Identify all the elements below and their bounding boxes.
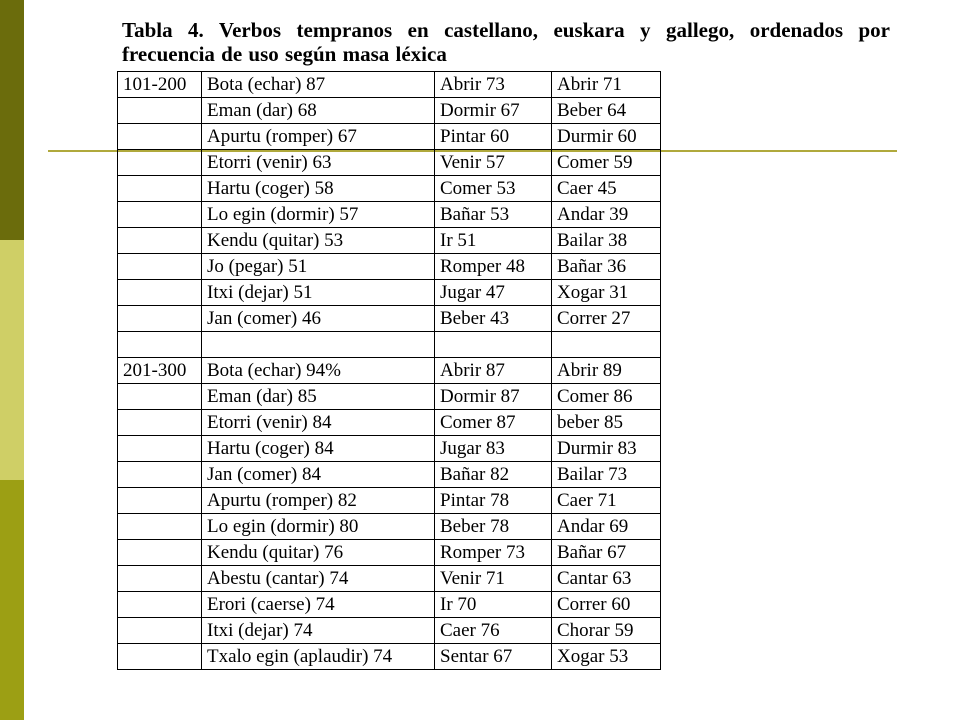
- castellano-cell: Jugar 83: [435, 436, 552, 462]
- empty-range-cell: [118, 618, 202, 644]
- castellano-cell: Caer 76: [435, 618, 552, 644]
- gallego-cell: Durmir 83: [552, 436, 661, 462]
- empty-range-cell: [118, 410, 202, 436]
- table-row: [118, 488, 661, 514]
- empty-cell: [552, 332, 661, 358]
- empty-range-cell: [118, 566, 202, 592]
- gallego-cell: Xogar 53: [552, 644, 661, 670]
- table-row: [118, 124, 661, 150]
- gallego-cell: Beber 64: [552, 98, 661, 124]
- euskara-cell: Bota (echar) 87: [202, 72, 435, 98]
- table-row: [118, 358, 661, 384]
- empty-range-cell: [118, 202, 202, 228]
- empty-range-cell: [118, 176, 202, 202]
- empty-cell: [118, 332, 202, 358]
- gallego-cell: Abrir 71: [552, 72, 661, 98]
- castellano-cell: Sentar 67: [435, 644, 552, 670]
- castellano-cell: Comer 53: [435, 176, 552, 202]
- euskara-cell: Jan (comer) 84: [202, 462, 435, 488]
- gallego-cell: Comer 59: [552, 150, 661, 176]
- table-row: [118, 176, 661, 202]
- castellano-cell: Comer 87: [435, 410, 552, 436]
- empty-range-cell: [118, 592, 202, 618]
- euskara-cell: Etorri (venir) 84: [202, 410, 435, 436]
- gallego-cell: Andar 69: [552, 514, 661, 540]
- table-row: [118, 150, 661, 176]
- gallego-cell: Caer 45: [552, 176, 661, 202]
- table-row: [118, 384, 661, 410]
- table-row: [118, 592, 661, 618]
- gallego-cell: Bañar 36: [552, 254, 661, 280]
- euskara-cell: Abestu (cantar) 74: [202, 566, 435, 592]
- gallego-cell: beber 85: [552, 410, 661, 436]
- castellano-cell: Bañar 82: [435, 462, 552, 488]
- empty-range-cell: [118, 280, 202, 306]
- gallego-cell: Correr 27: [552, 306, 661, 332]
- castellano-cell: Bañar 53: [435, 202, 552, 228]
- table-title: Tabla 4. Verbos tempranos en castellano, euskara y gallego, ordenados por frecuencia de uso según masa léxica: [122, 18, 890, 66]
- table-row: [118, 462, 661, 488]
- table-row: [118, 514, 661, 540]
- empty-range-cell: [118, 436, 202, 462]
- gallego-cell: Comer 86: [552, 384, 661, 410]
- table-row: [118, 306, 661, 332]
- empty-range-cell: [118, 124, 202, 150]
- table-row: [118, 410, 661, 436]
- castellano-cell: Pintar 78: [435, 488, 552, 514]
- euskara-cell: Eman (dar) 68: [202, 98, 435, 124]
- gallego-cell: Bailar 73: [552, 462, 661, 488]
- euskara-cell: Bota (echar) 94%: [202, 358, 435, 384]
- castellano-cell: Romper 73: [435, 540, 552, 566]
- table-row: [118, 618, 661, 644]
- gallego-cell: Correr 60: [552, 592, 661, 618]
- empty-range-cell: [118, 150, 202, 176]
- table-row: [118, 280, 661, 306]
- gallego-cell: Chorar 59: [552, 618, 661, 644]
- euskara-cell: Apurtu (romper) 67: [202, 124, 435, 150]
- empty-range-cell: [118, 254, 202, 280]
- gallego-cell: Cantar 63: [552, 566, 661, 592]
- empty-range-cell: [118, 644, 202, 670]
- castellano-cell: Beber 43: [435, 306, 552, 332]
- table-row: [118, 228, 661, 254]
- castellano-cell: Abrir 87: [435, 358, 552, 384]
- table-row: [118, 72, 661, 98]
- euskara-cell: Etorri (venir) 63: [202, 150, 435, 176]
- gallego-cell: Bailar 38: [552, 228, 661, 254]
- euskara-cell: Hartu (coger) 58: [202, 176, 435, 202]
- euskara-cell: Txalo egin (aplaudir) 74: [202, 644, 435, 670]
- euskara-cell: Kendu (quitar) 53: [202, 228, 435, 254]
- euskara-cell: Itxi (dejar) 74: [202, 618, 435, 644]
- empty-cell: [435, 332, 552, 358]
- euskara-cell: Itxi (dejar) 51: [202, 280, 435, 306]
- euskara-cell: Jan (comer) 46: [202, 306, 435, 332]
- gallego-cell: Abrir 89: [552, 358, 661, 384]
- euskara-cell: Lo egin (dormir) 80: [202, 514, 435, 540]
- gallego-cell: Caer 71: [552, 488, 661, 514]
- euskara-cell: Eman (dar) 85: [202, 384, 435, 410]
- gallego-cell: Durmir 60: [552, 124, 661, 150]
- castellano-cell: Beber 78: [435, 514, 552, 540]
- range-cell: 101-200: [118, 72, 202, 98]
- castellano-cell: Ir 70: [435, 592, 552, 618]
- side-bar-mid: [0, 480, 24, 720]
- castellano-cell: Romper 48: [435, 254, 552, 280]
- side-bar-dark: [0, 0, 24, 240]
- verbs-table: [117, 71, 661, 670]
- side-bar-light: [0, 240, 24, 480]
- empty-range-cell: [118, 98, 202, 124]
- castellano-cell: Dormir 67: [435, 98, 552, 124]
- empty-range-cell: [118, 540, 202, 566]
- table-row: [118, 98, 661, 124]
- euskara-cell: Apurtu (romper) 82: [202, 488, 435, 514]
- gallego-cell: Bañar 67: [552, 540, 661, 566]
- empty-cell: [202, 332, 435, 358]
- castellano-cell: Venir 57: [435, 150, 552, 176]
- range-cell: 201-300: [118, 358, 202, 384]
- table-spacer-row: [118, 332, 661, 358]
- empty-range-cell: [118, 384, 202, 410]
- castellano-cell: Dormir 87: [435, 384, 552, 410]
- empty-range-cell: [118, 228, 202, 254]
- euskara-cell: Hartu (coger) 84: [202, 436, 435, 462]
- gallego-cell: Andar 39: [552, 202, 661, 228]
- empty-range-cell: [118, 462, 202, 488]
- castellano-cell: Ir 51: [435, 228, 552, 254]
- castellano-cell: Jugar 47: [435, 280, 552, 306]
- empty-range-cell: [118, 306, 202, 332]
- table-row: [118, 540, 661, 566]
- table-row: [118, 644, 661, 670]
- table-row: [118, 436, 661, 462]
- castellano-cell: Pintar 60: [435, 124, 552, 150]
- euskara-cell: Kendu (quitar) 76: [202, 540, 435, 566]
- castellano-cell: Venir 71: [435, 566, 552, 592]
- table-row: [118, 254, 661, 280]
- table-row: [118, 566, 661, 592]
- euskara-cell: Lo egin (dormir) 57: [202, 202, 435, 228]
- empty-range-cell: [118, 488, 202, 514]
- castellano-cell: Abrir 73: [435, 72, 552, 98]
- euskara-cell: Jo (pegar) 51: [202, 254, 435, 280]
- empty-range-cell: [118, 514, 202, 540]
- euskara-cell: Erori (caerse) 74: [202, 592, 435, 618]
- gallego-cell: Xogar 31: [552, 280, 661, 306]
- table-row: [118, 202, 661, 228]
